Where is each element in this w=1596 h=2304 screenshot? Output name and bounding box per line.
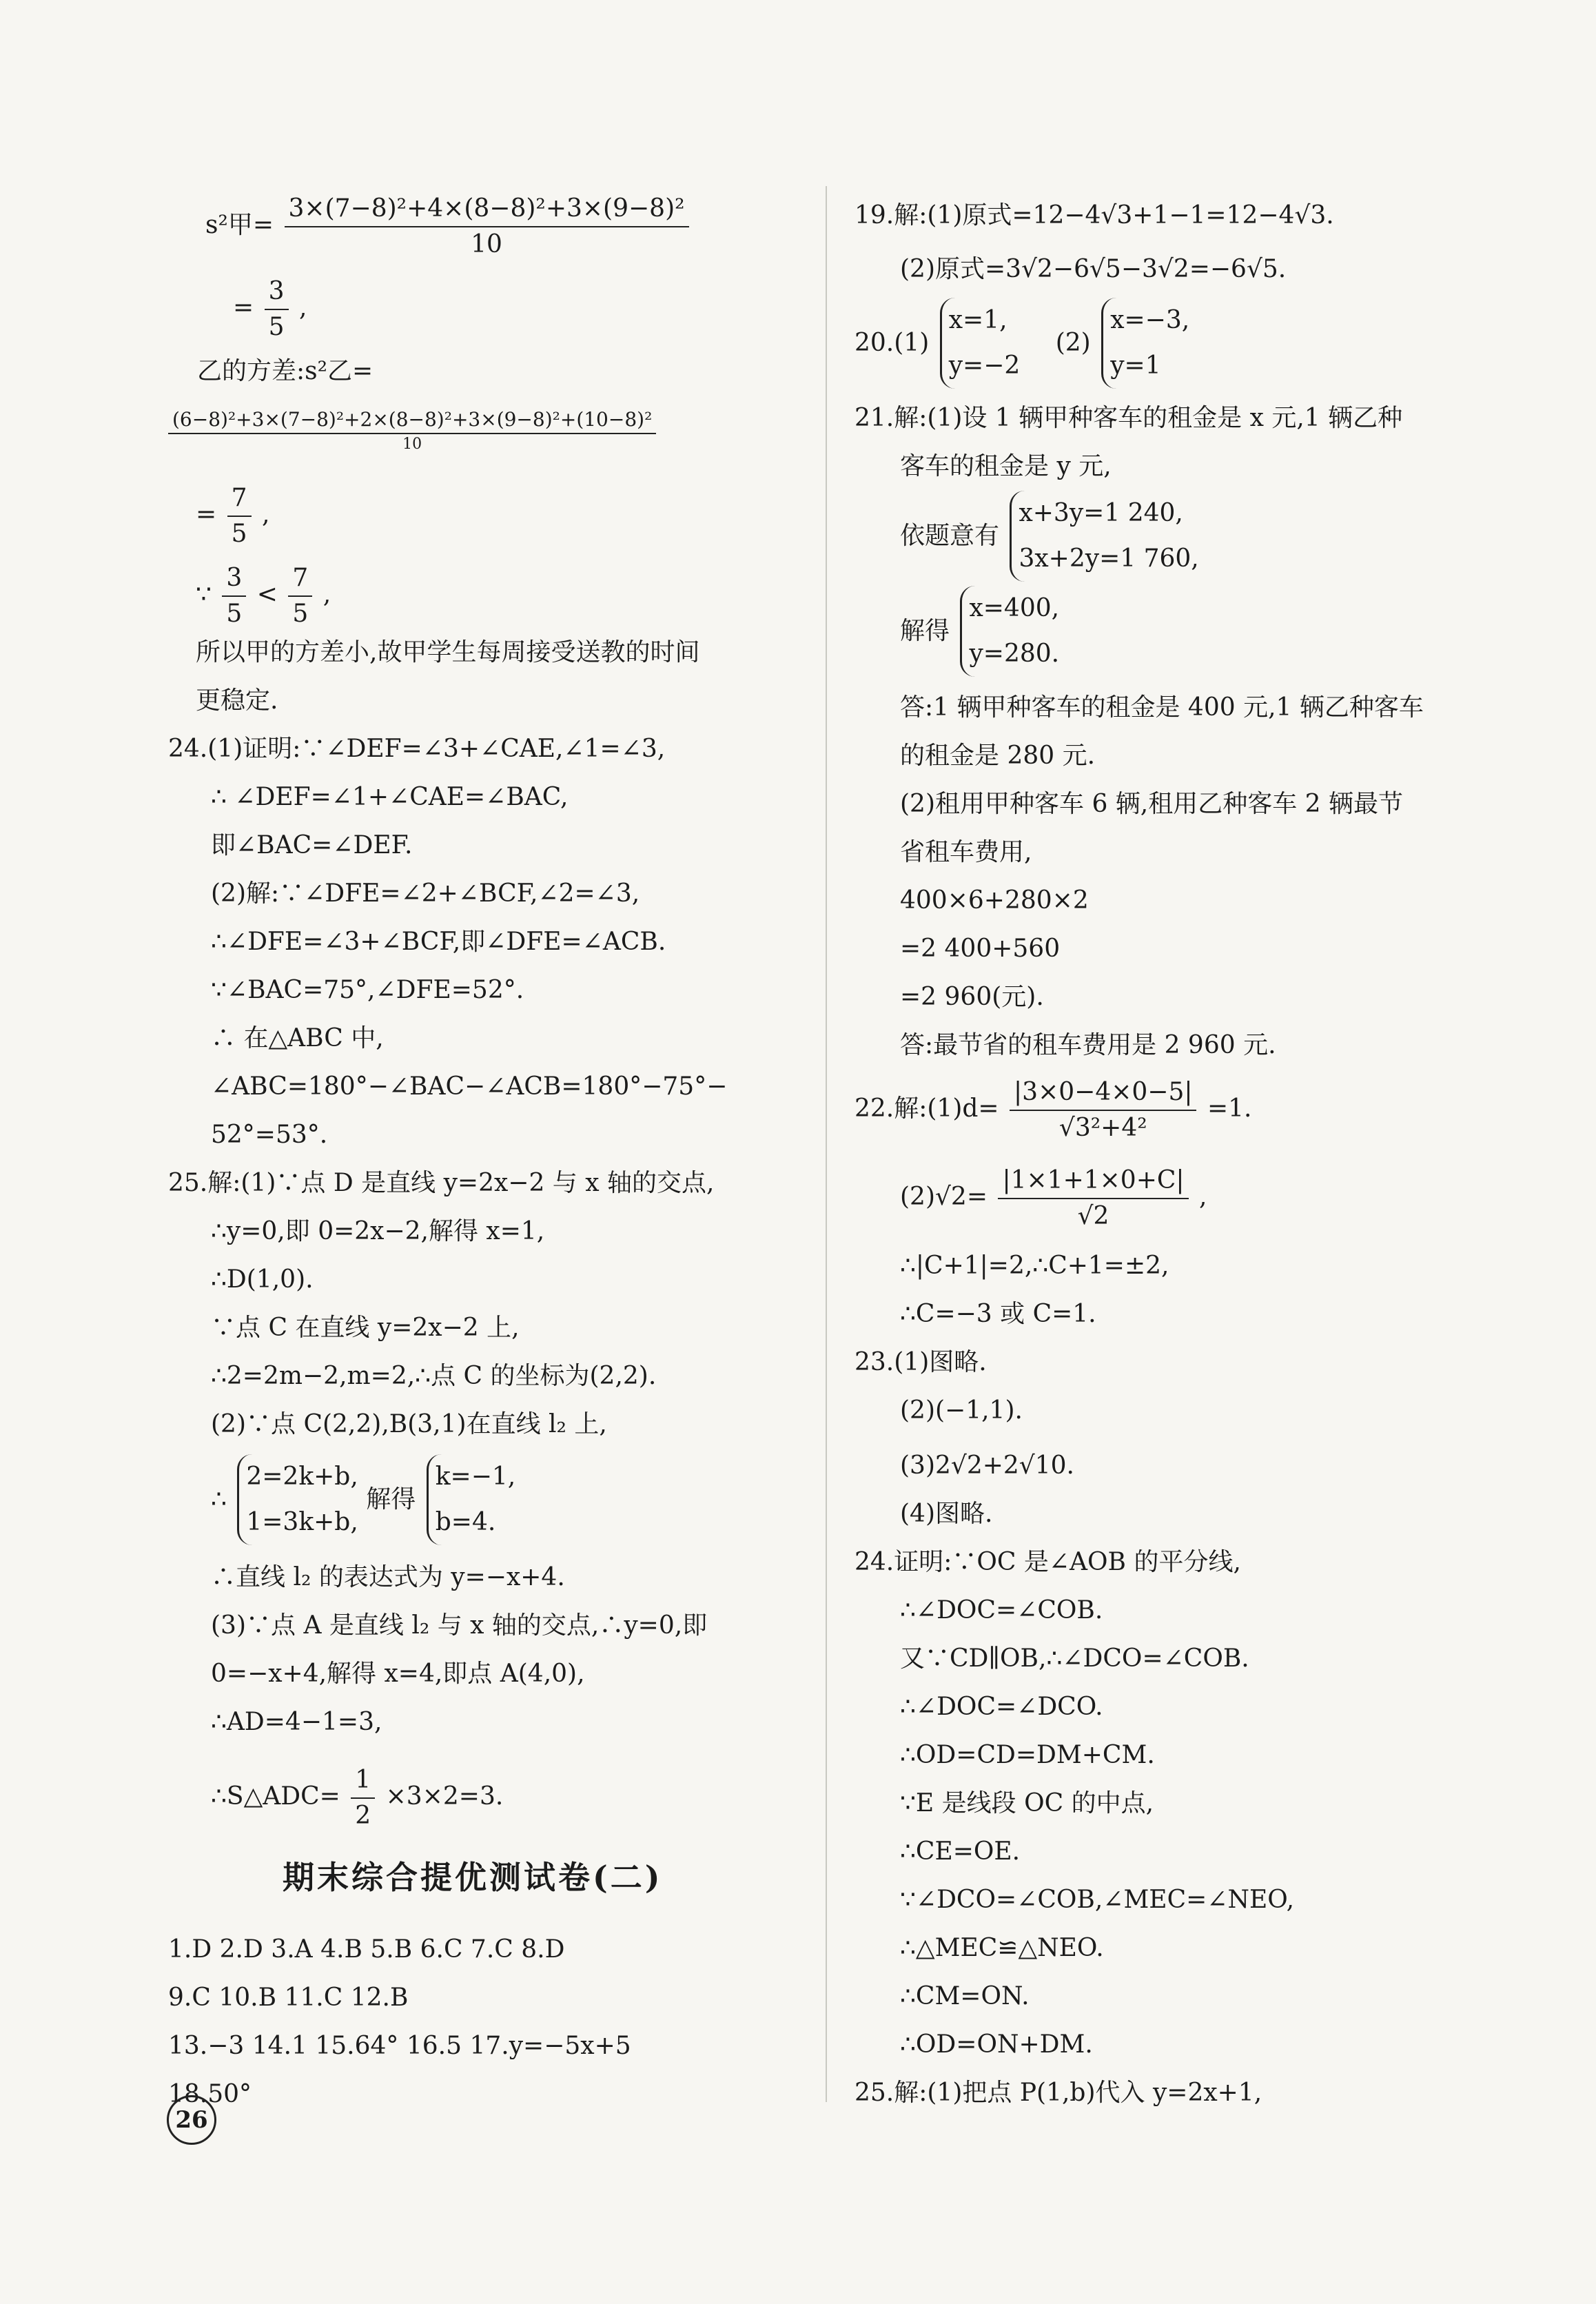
q22-line-2: (2)√2= $\frac{|1\times 1+1\times 0+C|}{√2}$ , xyxy=(900,1166,1207,1230)
q25-equation-system: ∴ 2=2k+b, 1=3k+b, 解得 k=−1, b=4. xyxy=(211,1454,515,1558)
q25-line-9: (3)∵点 A 是直线 l₂ 与 x 轴的交点,∴y=0,即 xyxy=(211,1611,708,1640)
variance-jia-label: s²甲= xyxy=(205,211,274,239)
q19-line-2: (2)原式=3√2−6√5−3√2=−6√5. xyxy=(900,255,1287,283)
q24b-line-11: ∴OD=ON+DM. xyxy=(900,2030,1093,2059)
q25-area-line: ∴S△ADC= $\frac{1}{2}$ ×3×2=3. xyxy=(211,1766,504,1830)
q23-line-3: (3)2√2+2√10. xyxy=(900,1451,1075,1480)
answers-line-4: 18.50° xyxy=(168,2080,252,2108)
q22-line-4: ∴C=−3 或 C=1. xyxy=(900,1300,1096,1328)
q21-line-12: 答:最节省的租车费用是 2 960 元. xyxy=(900,1031,1276,1059)
q24b-line-3: 又∵CD∥OB,∴∠DCO=∠COB. xyxy=(900,1644,1249,1673)
variance-jia-result: = $\frac{3}{5}$ , xyxy=(233,277,307,341)
q24-line-6: ∵∠BAC=75°,∠DFE=52°. xyxy=(211,976,524,1004)
q24-line-8: ∠ABC=180°−∠BAC−∠ACB=180°−75°− xyxy=(211,1072,728,1101)
variance-jia-line xyxy=(205,193,692,261)
q21-line-1: 21.解:(1)设 1 辆甲种客车的租金是 x 元,1 辆乙种 xyxy=(855,404,1403,432)
q24-line-3: 即∠BAC=∠DEF. xyxy=(211,831,413,859)
q21-solution-system: 解得 x=400, y=280. xyxy=(900,586,1059,682)
q24-line-7: ∴ 在△ABC 中, xyxy=(211,1024,384,1052)
variance-yi-result: = $\frac{7}{5}$ , xyxy=(196,484,270,548)
q23-line-2: (2)(−1,1). xyxy=(900,1396,1023,1425)
q21-line-2: 客车的租金是 y 元, xyxy=(900,452,1112,480)
page-number-badge: 26 xyxy=(167,2095,216,2145)
q24b-line-8: ∵∠DCO=∠COB,∠MEC=∠NEO, xyxy=(900,1886,1295,1914)
q25-line-1: 25.解:(1)∵点 D 是直线 y=2x−2 与 x 轴的交点, xyxy=(168,1169,715,1197)
q25-line-5: ∴2=2m−2,m=2,∴点 C 的坐标为(2,2). xyxy=(211,1362,657,1390)
variance-yi-fraction-line: $\frac{\text{(6−8)²+3×(7−8)²+2×(8−8)²+3×(9−8)²+(10−8)²}}{10}$ xyxy=(168,408,656,453)
q24b-line-9: ∴△MEC≌△NEO. xyxy=(900,1934,1104,1962)
q21-line-11: =2 960(元). xyxy=(900,983,1044,1011)
q21-line-10: =2 400+560 xyxy=(900,935,1061,963)
q22-line-1: 22.解:(1)d= $\frac{|3\times 0-4\times 0-5|}{\text{√3²+4²}}$ =1. xyxy=(855,1078,1252,1142)
q25-line-3: ∴D(1,0). xyxy=(211,1265,314,1294)
q22-line-3: ∴|C+1|=2,∴C+1=±2, xyxy=(900,1252,1169,1280)
q20-systems: 20.(1) x=1, y=−2 (2) x=−3, y=1 xyxy=(855,298,1189,401)
variance-yi-label: 乙的方差:s²乙= xyxy=(197,357,374,385)
answers-line-2: 9.C 10.B 11.C 12.B xyxy=(168,1984,409,2012)
answers-line-1: 1.D 2.D 3.A 4.B 5.B 6.C 7.C 8.D xyxy=(168,1935,565,1964)
q24b-line-4: ∴∠DOC=∠DCO. xyxy=(900,1693,1103,1721)
q19-line-1: 19.解:(1)原式=12−4√3+1−1=12−4√3. xyxy=(855,201,1334,230)
q24-line-4: (2)解:∵∠DFE=∠2+∠BCF,∠2=∠3, xyxy=(211,879,640,908)
q21-equation-system: 依题意有 x+3y=1 240, 3x+2y=1 760, xyxy=(900,491,1199,587)
conclusion-line-2: 更稳定. xyxy=(196,686,278,715)
q24-line-1: 24.(1)证明:∵∠DEF=∠3+∠CAE,∠1=∠3, xyxy=(168,735,666,763)
q24b-line-6: ∵E 是线段 OC 的中点, xyxy=(900,1789,1154,1817)
q24-line-9: 52°=53°. xyxy=(211,1121,328,1149)
q25-line-4: ∵点 C 在直线 y=2x−2 上, xyxy=(211,1314,520,1342)
q21-line-6: 的租金是 280 元. xyxy=(900,742,1096,770)
q25b-line-1: 25.解:(1)把点 P(1,b)代入 y=2x+1, xyxy=(855,2079,1262,2107)
q21-line-7: (2)租用甲种客车 6 辆,租用乙种客车 2 辆最节 xyxy=(900,790,1404,818)
q24b-line-10: ∴CM=ON. xyxy=(900,1982,1030,2010)
q24b-line-7: ∴CE=OE. xyxy=(900,1837,1021,1866)
q23-line-4: (4)图略. xyxy=(900,1500,993,1528)
q23-line-1: 23.(1)图略. xyxy=(855,1348,987,1376)
conclusion-line-1: 所以甲的方差小,故甲学生每周接受送教的时间 xyxy=(196,638,700,666)
q25-line-8: ∴直线 l₂ 的表达式为 y=−x+4. xyxy=(211,1563,565,1591)
q24b-line-5: ∴OD=CD=DM+CM. xyxy=(900,1741,1155,1769)
q25-line-2: ∴y=0,即 0=2x−2,解得 x=1, xyxy=(211,1217,545,1245)
q25-line-11: ∴AD=4−1=3, xyxy=(211,1708,382,1736)
q24b-line-1: 24.证明:∵OC 是∠AOB 的平分线, xyxy=(855,1548,1241,1576)
variance-jia-fraction: $\frac{\text{3×(7−8)²+4×(8−8)²+3×(9−8)²}}{10}$ xyxy=(285,193,689,261)
q21-line-9: 400×6+280×2 xyxy=(900,886,1089,915)
q21-line-5: 答:1 辆甲种客车的租金是 400 元,1 辆乙种客车 xyxy=(900,693,1424,722)
q24b-line-2: ∴∠DOC=∠COB. xyxy=(900,1596,1103,1624)
q24-line-2: ∴ ∠DEF=∠1+∠CAE=∠BAC, xyxy=(211,783,569,811)
q24-line-5: ∴∠DFE=∠3+∠BCF,即∠DFE=∠ACB. xyxy=(211,928,666,956)
answers-line-3: 13.−3 14.1 15.64° 16.5 17.y=−5x+5 xyxy=(168,2032,631,2060)
comparison-line: ∵ $\frac{3}{5}$ < $\frac{7}{5}$ , xyxy=(196,564,331,628)
q25-line-10: 0=−x+4,解得 x=4,即点 A(4,0), xyxy=(211,1660,585,1688)
section-heading: 期末综合提优测试卷(二) xyxy=(283,1859,663,1896)
q21-line-8: 省租车费用, xyxy=(900,838,1032,866)
column-divider xyxy=(826,186,827,2102)
q25-line-6: (2)∵点 C(2,2),B(3,1)在直线 l₂ 上, xyxy=(211,1410,607,1438)
